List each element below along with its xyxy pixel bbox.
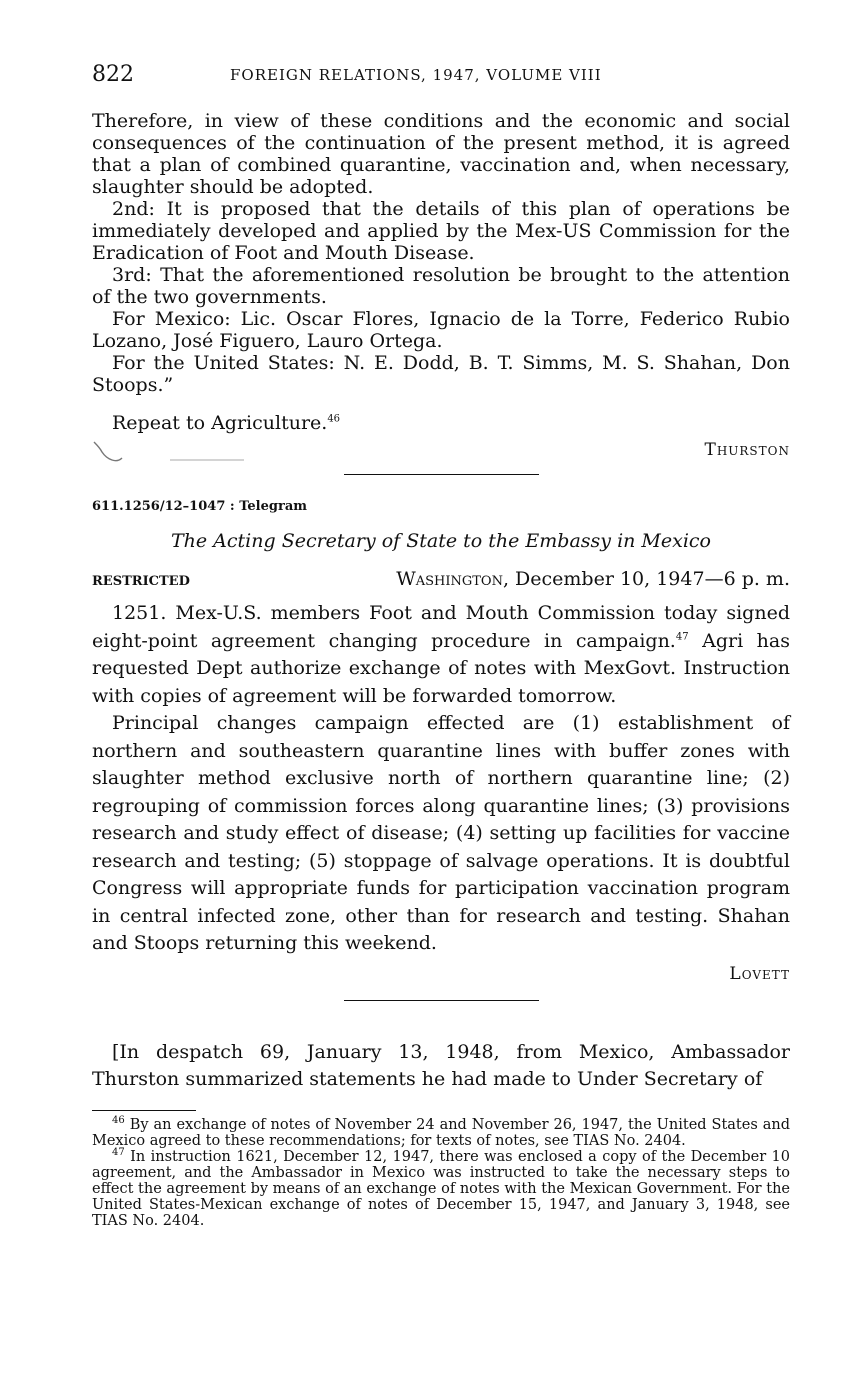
classification: RESTRICTED — [92, 574, 190, 589]
continuation-text — [92, 110, 790, 396]
footnotes — [92, 1114, 790, 1229]
dateline-place: Washington — [396, 568, 503, 590]
paragraph: Therefore, in view of these conditions and the economic and social consequences of the continuation of the present method, it is agreed that a plan of combined quarantine, vaccination and, when necessary, slaughter should be adopted. — [92, 110, 790, 198]
footnote-text: By an exchange of notes of November 24 and November 26, 1947, the United States and Mexico agreed to these recommendations; for texts of notes, see TIAS No. 2404. — [92, 1116, 790, 1149]
section-divider — [344, 1000, 539, 1001]
running-head: FOREIGN RELATIONS, 1947, VOLUME VIII — [230, 66, 602, 84]
paragraph: Principal changes campaign effected are (1) establishment of northern and southeastern quarantine lines with buffer zones with slaughter method exclusive north of northern quarantine line; (2) regrouping of commission forces along quarantine lines; (3) provisions research and study effect of disease; (4) setting up facilities for vaccine research and testing; (5) stoppage of salvage operations. It is doubtful Congress will appropriate funds for participation vaccination program in central infected zone, other than for research and testing. Shahan and Stoops returning this weekend. — [92, 712, 790, 954]
paragraph: For Mexico: Lic. Oscar Flores, Ignacio de la Torre, Federico Rubio Lozano, José Figuero, Lauro Ortega. — [92, 308, 790, 352]
footnote-46 — [92, 1114, 790, 1149]
page — [92, 62, 790, 1229]
meta-line — [92, 568, 790, 594]
file-reference: 611.1256/12–1047 : Telegram — [92, 499, 307, 514]
handwritten-mark — [92, 438, 252, 466]
footnote-divider — [92, 1110, 196, 1111]
footnote-text: In instruction 1621, December 12, 1947, there was enclosed a copy of the December 10 agreement, and the Ambassador in Mexico was instructed to take the necessary steps to effect the agreement by means of an exchange of notes with the Mexican Government. For the United States-Mexican exchange of notes of December 15, 1947, and January 3, 1948, see TIAS No. 2404. — [92, 1148, 790, 1229]
footnote-47 — [92, 1146, 790, 1229]
dateline-date: , December 10, 1947—6 p. m. — [502, 568, 790, 590]
document-title: The Acting Secretary of State to the Embassy in Mexico — [170, 530, 711, 552]
paragraph: [In despatch 69, January 13, 1948, from Mexico, Ambassador Thurston summarized statements he had made to Under Secretary of — [92, 1040, 790, 1090]
footnote-ref: 46 — [327, 413, 341, 425]
footnote-number: 47 — [112, 1146, 125, 1158]
page-number: 822 — [92, 62, 134, 87]
signature-lovett: Lovett — [729, 963, 790, 984]
para1-rest: Agri has requested Dept authorize exchange of notes with MexGovt. Instruction with copies of agreement will be forwarded tomorrow. — [92, 629, 790, 707]
section-divider — [344, 474, 539, 475]
paragraph: For the United States: N. E. Dodd, B. T. Simms, M. S. Shahan, Don Stoops.” — [92, 352, 790, 396]
footnote-ref: 47 — [675, 631, 689, 643]
footnote-number: 46 — [112, 1114, 125, 1126]
signature-thurston: Thurston — [704, 440, 790, 460]
dateline — [396, 568, 790, 590]
repeat-line — [92, 412, 790, 434]
telegram-body — [92, 600, 790, 958]
repeat-text: Repeat to Agriculture. — [112, 412, 328, 434]
paragraph — [92, 600, 790, 710]
para1-text: 1251. Mex-U.S. members Foot and Mouth Commission today signed eight-point agreement changing procedure in campaign. — [92, 602, 790, 652]
page-header — [92, 62, 790, 94]
signature-row — [92, 438, 790, 466]
paragraph: 3rd: That the aforementioned resolution be brought to the attention of the two governments. — [92, 264, 790, 308]
paragraph: 2nd: It is proposed that the details of this plan of operations be immediately developed and applied by the Mex-US Commission for the Eradication of Foot and Mouth Disease. — [92, 198, 790, 264]
editorial-note — [92, 1039, 790, 1094]
